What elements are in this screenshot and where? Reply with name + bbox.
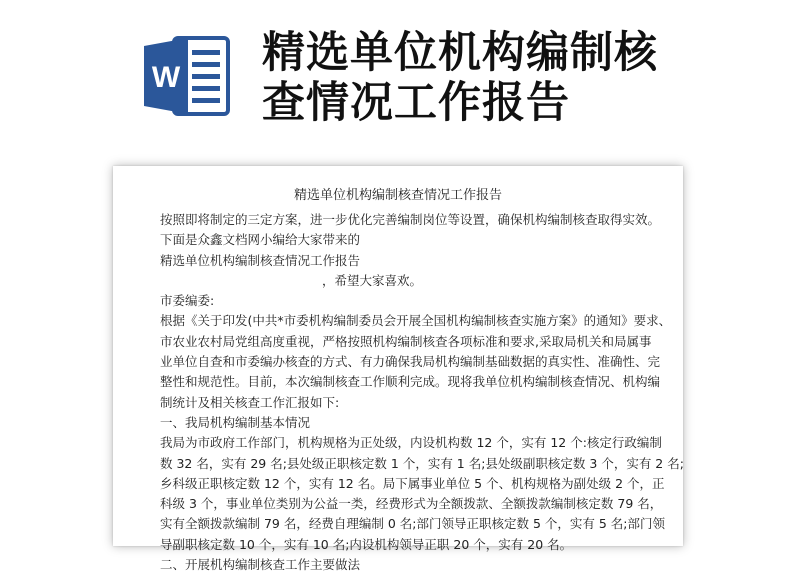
section-heading: 一、我局机构编制基本情况 — [160, 414, 311, 430]
body-line: 导副职核定数 10 个，实有 10 名;内设机构领导正职 20 个，实有 20 名。 — [160, 536, 573, 552]
body-line: 市委编委: — [160, 293, 215, 309]
body-line: 实有全额拨款编制 79 名，经费自理编制 0 名;部门领导正职核定数 5 个，实有 5 名;部门领 — [160, 516, 665, 532]
body-line: 我局为市政府工作部门，机构规格为正处级，内设机构数 12 个，实有 12 个:核定行政编制 — [160, 435, 662, 451]
document-title-line-1: 精选单位机构编制核 — [262, 28, 658, 78]
body-line: 按照即将制定的三定方案，进一步优化完善编制岗位等设置，确保机构编制核查取得实效。 — [160, 212, 661, 227]
body-line: ，希望大家喜欢。 — [322, 272, 423, 288]
header-banner — [0, 0, 800, 150]
section-heading: 二、开展机构编制核查工作主要做法 — [160, 557, 361, 573]
word-document-icon — [140, 32, 232, 120]
body-line: 市农业农村局党组高度重视，严格按照机构编制核查各项标准和要求,采取局机关和局属事 — [160, 333, 652, 349]
body-line: 乡科级正职核定数 12 个，实有 12 名。局下属事业单位 5 个、机构规格为副处级 2 个，正 — [160, 475, 665, 491]
document-page-preview — [113, 166, 684, 573]
document-title — [262, 28, 782, 128]
body-line: 科级 3 个，事业单位类别为公益一类，经费形式为全额拨款、全额拨款编制核定数 79 名， — [160, 496, 663, 512]
body-line: 下面是众鑫文档网小编给大家带来的 — [160, 232, 361, 248]
body-line: 数 32 名，实有 29 名;县处级正职核定数 1 个，实有 1 名;县处级副职核定数 3 个，实有 2 名; — [160, 455, 684, 471]
document-title-line-2: 查情况工作报告 — [262, 78, 570, 128]
page-title: 精选单位机构编制核查情况工作报告 — [293, 188, 502, 203]
body-line: 业单位自查和市委编办核查的方式、有力确保我局机构编制基础数据的真实性、准确性、完 — [160, 354, 661, 370]
body-line: 制统计及相关核查工作汇报如下: — [160, 394, 340, 410]
body-line: 整性和规范性。目前，本次编制核查工作顺利完成。现将我单位机构编制核查情况、机构编 — [160, 374, 661, 390]
page-body — [160, 210, 684, 575]
body-line: 根据《关于印发(中共*市委机构编制委员会开展全国机构编制核查实施方案》的通知》要求、 — [160, 313, 672, 329]
svg-text:W: W — [151, 61, 181, 94]
body-line: 精选单位机构编制核查情况工作报告 — [160, 252, 361, 268]
